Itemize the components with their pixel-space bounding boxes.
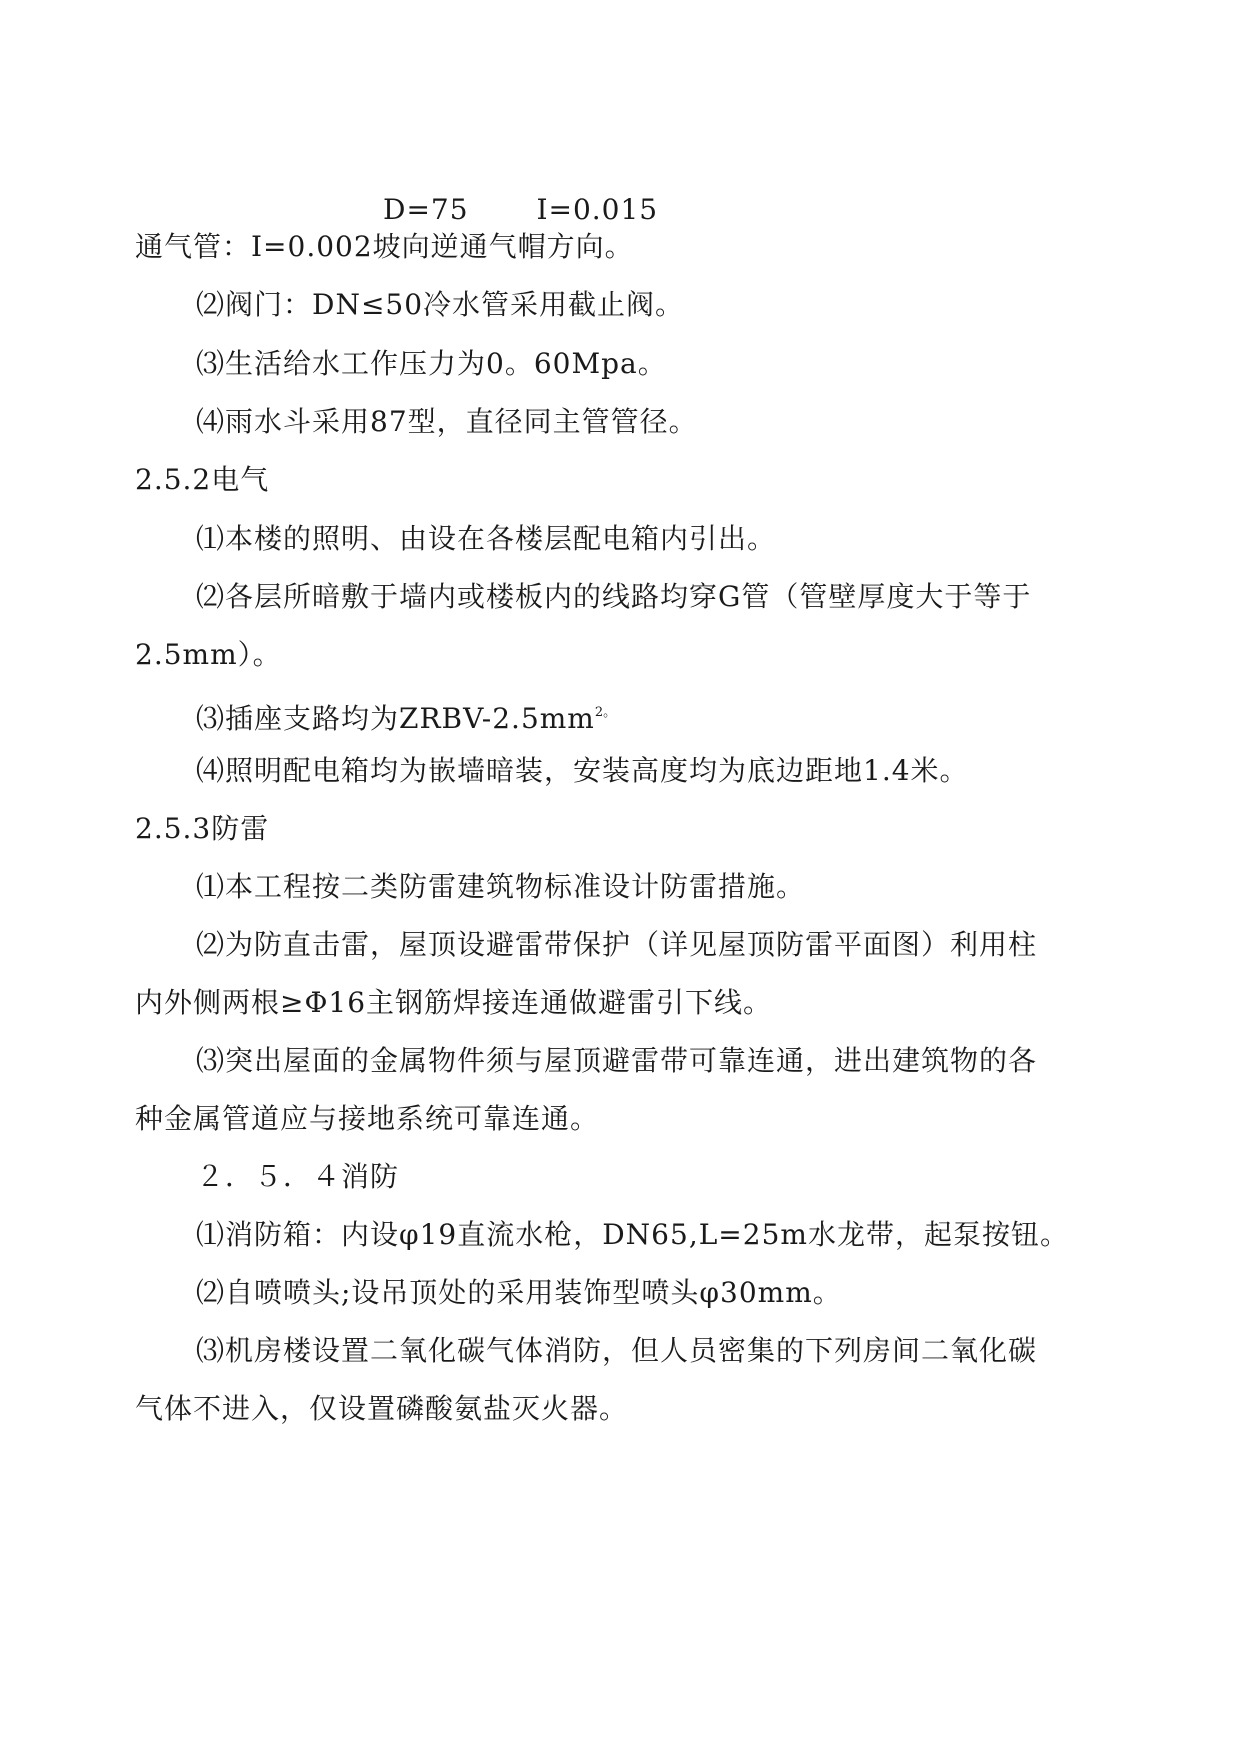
lightning-item-3a: ⑶突出屋面的金属物件须与屋顶避雷带可靠连通，进出建筑物的各 — [196, 1044, 1038, 1077]
electrical-item-4: ⑷照明配电箱均为嵌墙暗装，安装高度均为底边距地1.4米。 — [196, 754, 969, 787]
rain-hopper-line: ⑷雨水斗采用87型，直径同主管管径。 — [196, 405, 698, 438]
drain-spec-line: D=75 I=0.015 — [383, 193, 659, 226]
fire-item-3a: ⑶机房楼设置二氧化碳气体消防，但人员密集的下列房间二氧化碳 — [196, 1334, 1038, 1367]
section-heading-fire: ２．５．４消防 — [196, 1160, 400, 1193]
electrical-item-3 — [196, 693, 616, 739]
section-heading-electrical: 2.5.2电气 — [135, 463, 270, 496]
lightning-item-3b: 种金属管道应与接地系统可靠连通。 — [135, 1102, 600, 1135]
electrical-item-2b: 2.5mm）。 — [135, 638, 282, 671]
fire-item-2: ⑵自喷喷头;设吊顶处的采用装饰型喷头φ30mm。 — [196, 1276, 842, 1309]
section-heading-lightning: 2.5.3防雷 — [135, 812, 270, 845]
vent-pipe-line: 通气管：I=0.002坡向逆通气帽方向。 — [135, 230, 634, 263]
electrical-item-3-superscript: 2。 — [594, 705, 617, 720]
electrical-item-3-text: ⑶插座支路均为ZRBV-2.5mm — [196, 702, 595, 735]
fire-item-3b: 气体不进入，仅设置磷酸氨盐灭火器。 — [135, 1392, 629, 1425]
fire-item-1: ⑴消防箱：内设φ19直流水枪，DN65,L=25m水龙带，起泵按钮。 — [196, 1218, 1069, 1251]
lightning-item-2b: 内外侧两根≥Φ16主钢筋焊接连通做避雷引下线。 — [135, 986, 773, 1019]
electrical-item-1: ⑴本楼的照明、由设在各楼层配电箱内引出。 — [196, 522, 777, 555]
electrical-item-2a: ⑵各层所暗敷于墙内或楼板内的线路均穿G管（管壁厚度大于等于 — [196, 580, 1032, 613]
lightning-item-1: ⑴本工程按二类防雷建筑物标准设计防雷措施。 — [196, 870, 806, 903]
water-pressure-line: ⑶生活给水工作压力为0。60Mpa。 — [196, 347, 667, 380]
valve-line: ⑵阀门：DN≤50冷水管采用截止阀。 — [196, 288, 685, 321]
lightning-item-2a: ⑵为防直击雷，屋顶设避雷带保护（详见屋顶防雷平面图）利用柱 — [196, 928, 1038, 961]
